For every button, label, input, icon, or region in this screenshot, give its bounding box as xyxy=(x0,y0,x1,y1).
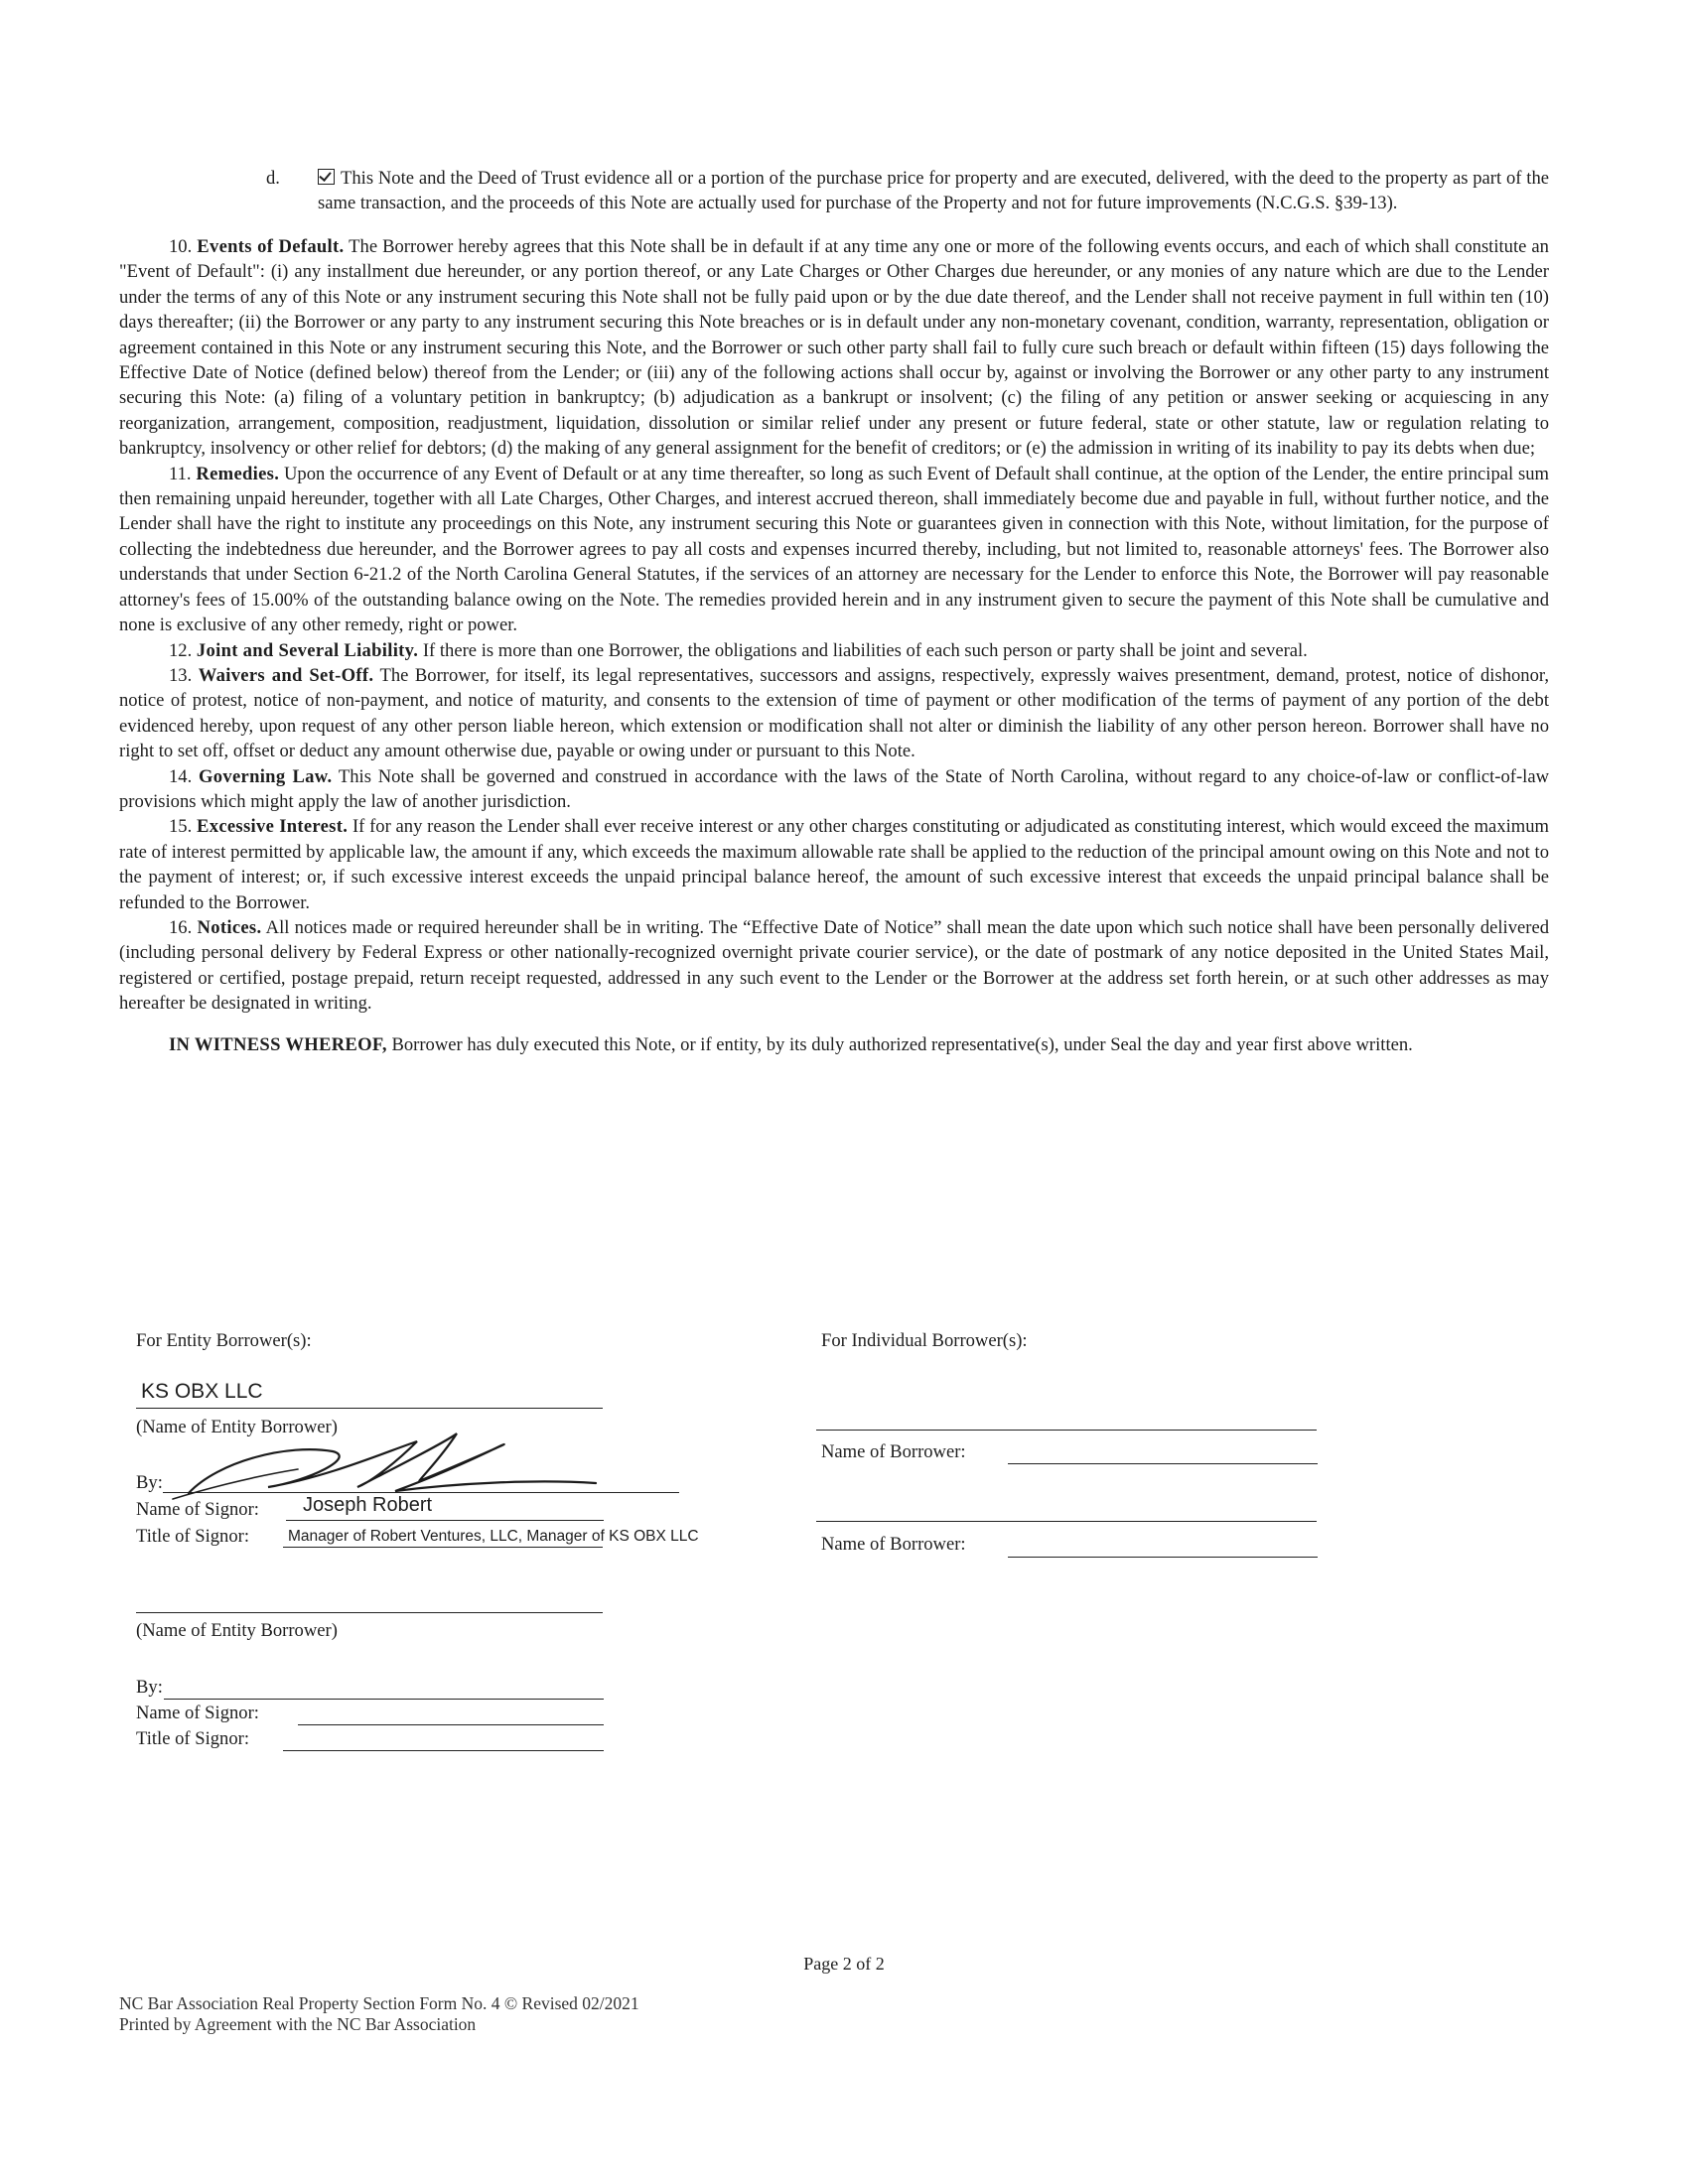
witness-clause xyxy=(119,1032,1549,1057)
item-marker: d. xyxy=(266,167,280,189)
section-12 xyxy=(119,638,1549,663)
borrower1-label: Name of Borrower: xyxy=(821,1441,966,1462)
borrower1-signature-line xyxy=(816,1430,1317,1431)
entity-name-label: (Name of Entity Borrower) xyxy=(136,1417,338,1437)
section-14 xyxy=(119,764,1549,815)
borrower2-name-line xyxy=(1008,1557,1318,1558)
section-text: This Note shall be governed and construed in accordance with the laws of the State of North Carolina, without regard to any choice-of-law or conflict-of-law provisions which might apply the law of another jurisdiction. xyxy=(119,765,1549,812)
section-number: 14. xyxy=(169,765,193,787)
borrower2-label: Name of Borrower: xyxy=(821,1534,966,1555)
entity-name-line xyxy=(136,1408,603,1409)
individual-borrowers-header: For Individual Borrower(s): xyxy=(821,1330,1028,1351)
purchase-money-clause xyxy=(119,166,1549,216)
section-11 xyxy=(119,462,1549,638)
borrower1-name-line xyxy=(1008,1463,1318,1464)
entity2-by-line xyxy=(164,1699,604,1700)
section-number: 16. xyxy=(169,916,193,938)
section-16 xyxy=(119,915,1549,1017)
signer-value: Joseph Robert xyxy=(303,1494,433,1516)
section-15 xyxy=(119,814,1549,915)
footer-printed-line: Printed by Agreement with the NC Bar Association xyxy=(119,2014,477,2034)
section-text: Upon the occurrence of any Event of Default or at any time thereafter, so long as such Event of Default shall continue, at the option of the Lender, the entire principal sum then remaining unpaid hereunder, together with all Late Charges, Other Charges, and interest accrued thereon, shall immediately become due and payable in full, without further notice, and the Lender shall have the right to institute any proceedings on this Note, any instrument securing this Note or guarantees given in connection with this Note, without limitation, for the purpose of collecting the indebtedness due hereunder, and the Borrower agrees to pay all costs and expenses incurred thereby, including, but not limited to, reasonable attorneys' fees. The Borrower also understands that under Section 6-21.2 of the North Carolina General Statutes, if the services of an attorney are necessary for the Lender to enforce this Note, the Borrower will pay reasonable attorney's fees of 15.00% of the outstanding balance owing on the Note. The remedies provided herein and in any instrument given to secure the payment of this Note shall be cumulative and none is exclusive of any other remedy, right or power. xyxy=(119,463,1549,636)
section-title: Excessive Interest. xyxy=(197,816,349,838)
entity2-signer-line xyxy=(298,1724,604,1725)
entity2-title-line xyxy=(283,1750,604,1751)
section-number: 10. xyxy=(169,236,193,257)
footer-form-line: NC Bar Association Real Property Section Form No. 4 © Revised 02/2021 xyxy=(119,1993,639,2013)
entity-borrowers-header: For Entity Borrower(s): xyxy=(136,1330,312,1351)
entity2-by-label: By: xyxy=(136,1677,163,1698)
witness-lead: IN WITNESS WHEREOF, xyxy=(169,1033,387,1055)
section-text: The Borrower, for itself, its legal representatives, successors and assigns, respectively, expressly waives presentment, demand, protest, notice of dishonor, notice of protest, notice of non-payment, and notice of maturity, and consents to the extension of time of payment or other modification of the terms of payment of any portion of the debt evidenced hereby, upon request of any other person liable hereon, which extension or modification shall not alter or diminish the liability of any other person hereon. Borrower shall have no right to set off, offset or deduct any amount otherwise due, payable or owing under or pursuant to this Note. xyxy=(119,664,1549,762)
borrower2-signature-line xyxy=(816,1521,1317,1522)
signer-line xyxy=(286,1520,604,1521)
section-number: 11. xyxy=(169,463,192,484)
section-text: All notices made or required hereunder shall be in writing. The “Effective Date of Notice” shall mean the date upon which such notice shall have been personally delivered (including personal delivery by Federal Express or other nationally-recognized overnight private courier service), or the date of postmark of any notice deposited in the United States Mail, registered or certified, postage prepaid, return receipt requested, addressed in any such event to the Lender or the Borrower at the address set forth herein, or at such other addresses as may hereafter be designated in writing. xyxy=(119,916,1550,1015)
section-title: Joint and Several Liability. xyxy=(196,639,419,661)
section-number: 12. xyxy=(169,639,193,661)
section-title: Governing Law. xyxy=(199,765,333,787)
signer-label: Name of Signor: xyxy=(136,1499,259,1520)
section-text: The Borrower hereby agrees that this Note shall be in default if at any time any one or more of the following events occurs, and each of which shall constitute an "Event of Default": (i) any installment due hereunder, or any portion thereof, or any Late Charges or Other Charges due hereunder, or any monies of any nature which are due to the Lender under the terms of any of this Note or any instrument securing this Note shall not be fully paid upon or by the due date thereof, and the Lender shall not receive payment in full within ten (10) days thereafter; (ii) the Borrower or any party to any instrument securing this Note breaches or is in default under any non-monetary covenant, condition, warranty, representation, obligation or agreement contained in this Note or any instrument securing this Note, and the Borrower or such other party shall fail to fully cure such breach or default within fifteen (15) days following the Effective Date of Notice (defined below) thereof from the Lender; or (iii) any of the following actions shall occur by, against or involving the Borrower or any other party to any instrument securing this Note: (a) filing of a voluntary petition in bankruptcy; (b) adjudication as a bankrupt or insolvent; (c) the filing of any petition or answer seeking or acquiescing in any reorganization, arrangement, composition, readjustment, liquidation, dissolution or similar relief under any present or future federal, state or other statute, law or regulation relating to bankruptcy, insolvency or other relief for debtors; (d) the making of any general assignment for the benefit of creditors; or (e) the admission in writing of its inability to pay its debts when due; xyxy=(119,236,1549,460)
checked-box-icon xyxy=(318,169,335,185)
form-footer xyxy=(119,1993,639,2035)
section-13 xyxy=(119,663,1549,764)
section-title: Notices. xyxy=(197,916,262,938)
entity-name-value: KS OBX LLC xyxy=(141,1380,263,1403)
title-label: Title of Signor: xyxy=(136,1526,249,1547)
section-text: If for any reason the Lender shall ever receive interest or any other charges constituting or adjudicated as constituting interest, which would exceed the maximum rate of interest permitted by applicable law, the amount if any, which exceeds the maximum allowable rate shall be applied to the reduction of the principal amount owing on this Note and not to the payment of interest; or, if such excessive interest exceeds the unpaid principal balance hereof, the amount of such excessive interest that exceeds the unpaid principal balance shall be refunded to the Borrower. xyxy=(119,816,1549,913)
section-number: 15. xyxy=(169,816,193,838)
section-number: 13. xyxy=(169,664,193,686)
page-number: Page 2 of 2 xyxy=(803,1954,885,1974)
section-text: If there is more than one Borrower, the obligations and liabilities of each such person or party shall be joint and several. xyxy=(422,639,1308,661)
title-line xyxy=(283,1547,603,1548)
by-label: By: xyxy=(136,1472,163,1493)
section-title: Events of Default. xyxy=(197,236,345,257)
witness-text: Borrower has duly executed this Note, or if entity, by its duly authorized representative(s), under Seal the day and year first above written. xyxy=(391,1033,1413,1055)
section-title: Waivers and Set-Off. xyxy=(198,664,374,686)
entity2-name-label: (Name of Entity Borrower) xyxy=(136,1620,338,1641)
section-10 xyxy=(119,234,1549,462)
sections-list xyxy=(119,234,1549,1017)
section-title: Remedies. xyxy=(196,463,280,484)
note-body xyxy=(119,147,1549,1057)
entity2-name-line xyxy=(136,1612,603,1613)
title-value: Manager of Robert Ventures, LLC, Manager of KS OBX LLC xyxy=(288,1528,699,1545)
item-d-text: This Note and the Deed of Trust evidence all or a portion of the purchase price for property and are executed, delivered, with the deed to the property as part of the same transaction, and the proceeds of this Note are actually used for purchase of the Property and not for future improvements (N.C.G.S. §39-13). xyxy=(318,167,1549,213)
entity2-signer-label: Name of Signor: xyxy=(136,1703,259,1723)
entity2-title-label: Title of Signor: xyxy=(136,1728,249,1749)
